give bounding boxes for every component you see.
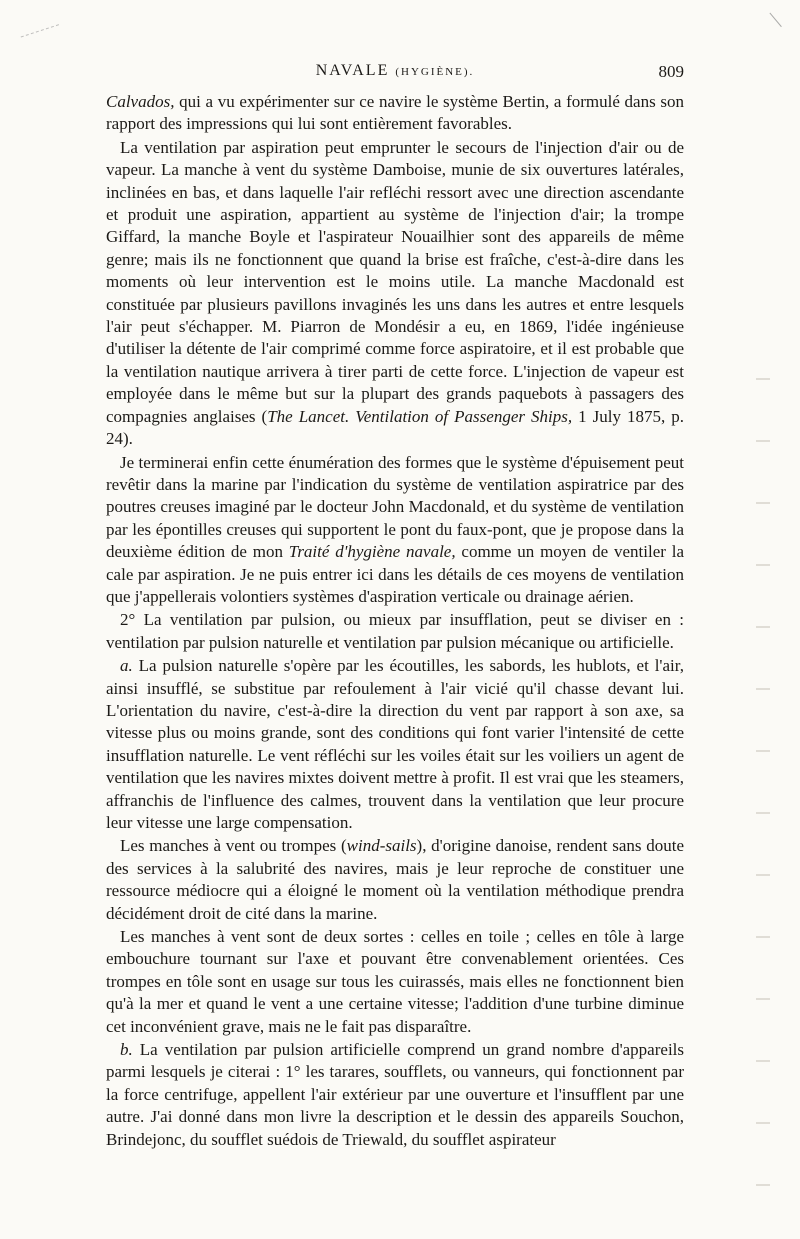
paragraph-text: 1 July 1875, p. 24). [106, 406, 684, 449]
paragraph-text: Les manches à vent sont de deux sortes : celles en toile ; celles en tôle à large embouchure tournant sur l'axe et pouvant être convenablement orientées. Ces trompes en tôle sont en usage sur tous les cuirassés, mais elles ne fonctionnent bien qu'à la mer et quand le vent a une certaine vitesse; l'addition d'une turbine diminue cet inconvénient grave, mais ne le fait pas disparaître. [106, 927, 684, 1036]
running-title-text: NAVALE [315, 62, 390, 79]
paragraph-text: Les manches à vent ou trompes ( [120, 836, 347, 856]
paragraph-text: La ventilation par aspiration peut emprunter le secours de l'injection d'air ou de vapeur. La manche à vent du système Damboise, munie de six ouvertures latérales, inclinées en bas, et dans laquelle l'air refléchi ressort avec une direction ascendante et produit une aspiration, appartient au système de l'injection d'air; la trompe Giffard, la manche Boyle et l'aspirateur Nouailhier sont des appareils de même genre; mais ils ne fonctionnent que quand la brise est fraîche, c'est-à-dire dans les moments où leur intervention est le moins utile. La manche Macdonald est constituée par plusieurs pavillons invaginés les uns dans les autres et entre lesquels l'air peut s'échapper. M. Piarron de Mondésir a eu, en 1869, l'idée ingénieuse d'utiliser la détente de l'air comprimé comme force aspiratoire, et il est probable que la ventilation nautique arrivera à tirer parti de cette force. L'injection de vapeur est employée dans le même but sur la plupart des grands paquebots à passagers des compagnies anglaises ( [106, 137, 684, 426]
page-header [106, 62, 684, 88]
paragraph-text: ), d'origine danoise, rendent sans doute des services à la salubrité des navires, mais je leur reproche de constituer une ressource médiocre qui a éloigné le moment où la ventilation méthodique prendra décidément droit de cité dans la marine. [106, 836, 685, 923]
paragraph [106, 91, 684, 136]
running-title [106, 62, 684, 80]
paragraph-text: 2° La ventilation par pulsion, ou mieux par insufflation, peut se diviser en : ventilation par pulsion naturelle et ventilation par pulsion mécanique ou artificielle. [106, 610, 684, 652]
paragraph-text: Je terminerai enfin cette énumération des formes que le système d'épuisement peut revêtir dans la marine par l'indication du système de ventilation aspiratrice par des poutres creuses imaginé par le docteur John Macdonald, et du système de ventilation par les épontilles creuses qui supportent le pont du faux-pont, que je propose dans la deuxième édition de mon [106, 452, 684, 562]
paragraph-text: comme un moyen de ventiler la cale par aspiration. Je ne puis entrer ici dans les détails de ces moyens de ventilation que j'appellerais volontiers systèmes d'aspiration verticale ou drainage aérien. [106, 542, 684, 606]
italic-text: a. [120, 656, 133, 676]
paragraph-text: La ventilation par pulsion artificielle comprend un grand nombre d'appareils parmi lesquels je citerai : 1° les tarares, soufflets, ou vanneurs, qui fonctionnent par la force centrifuge, appellent l'air extérieur par une ouverture et l'insufflent par une autre. J'ai donné dans mon livre la description et le dessin des appareils Souchon, Brindejonc, du soufflet suédois de Triewald, du soufflet aspirateur [106, 1040, 684, 1149]
italic-text: The Lancet. Ventilation of Passenger Ships, [267, 406, 573, 426]
italic-text: b. [120, 1040, 133, 1060]
body-text [106, 91, 684, 1151]
running-subtitle: (HYGIÈNE). [395, 66, 475, 78]
page-number: 809 [658, 62, 684, 81]
paragraph [106, 835, 684, 925]
scan-mark [21, 24, 64, 51]
paragraph [106, 452, 684, 609]
italic-text: Traité d'hygiène navale, [288, 542, 456, 562]
margin-marks [756, 340, 770, 1220]
paragraph-text: La pulsion naturelle s'opère par les écoutilles, les sabords, les hublots, et l'air, ainsi insufflé, se substitue par refoulement à l'air vicié qu'il chasse devant lui. L'orientation du navire, c'est-à-dire la direction du vent par rapport à son axe, sa vitesse plus ou moins grande, sont des conditions qui font varier l'intensité de cette insufflation naturelle. Le vent réfléchi sur les voiles était sur les voiliers un agent de ventilation que les navires mixtes doivent mettre à profit. Il est vrai que les steamers, affranchis de l'influence des calmes, trouvent dans la ventilation que leur procure leur vitesse une large compensation. [106, 656, 684, 832]
paragraph [106, 137, 684, 451]
paragraph [106, 1039, 684, 1151]
paragraph [106, 926, 684, 1038]
scan-mark [757, 13, 782, 38]
italic-text: Calvados, [106, 92, 175, 111]
paragraph [106, 655, 684, 834]
italic-text: wind-sails [346, 836, 417, 856]
paragraph [106, 609, 684, 654]
paragraph-text: qui a vu expérimenter sur ce navire le système Bertin, a formulé dans son rapport des impressions qui lui sont entièrement favorables. [106, 92, 684, 134]
